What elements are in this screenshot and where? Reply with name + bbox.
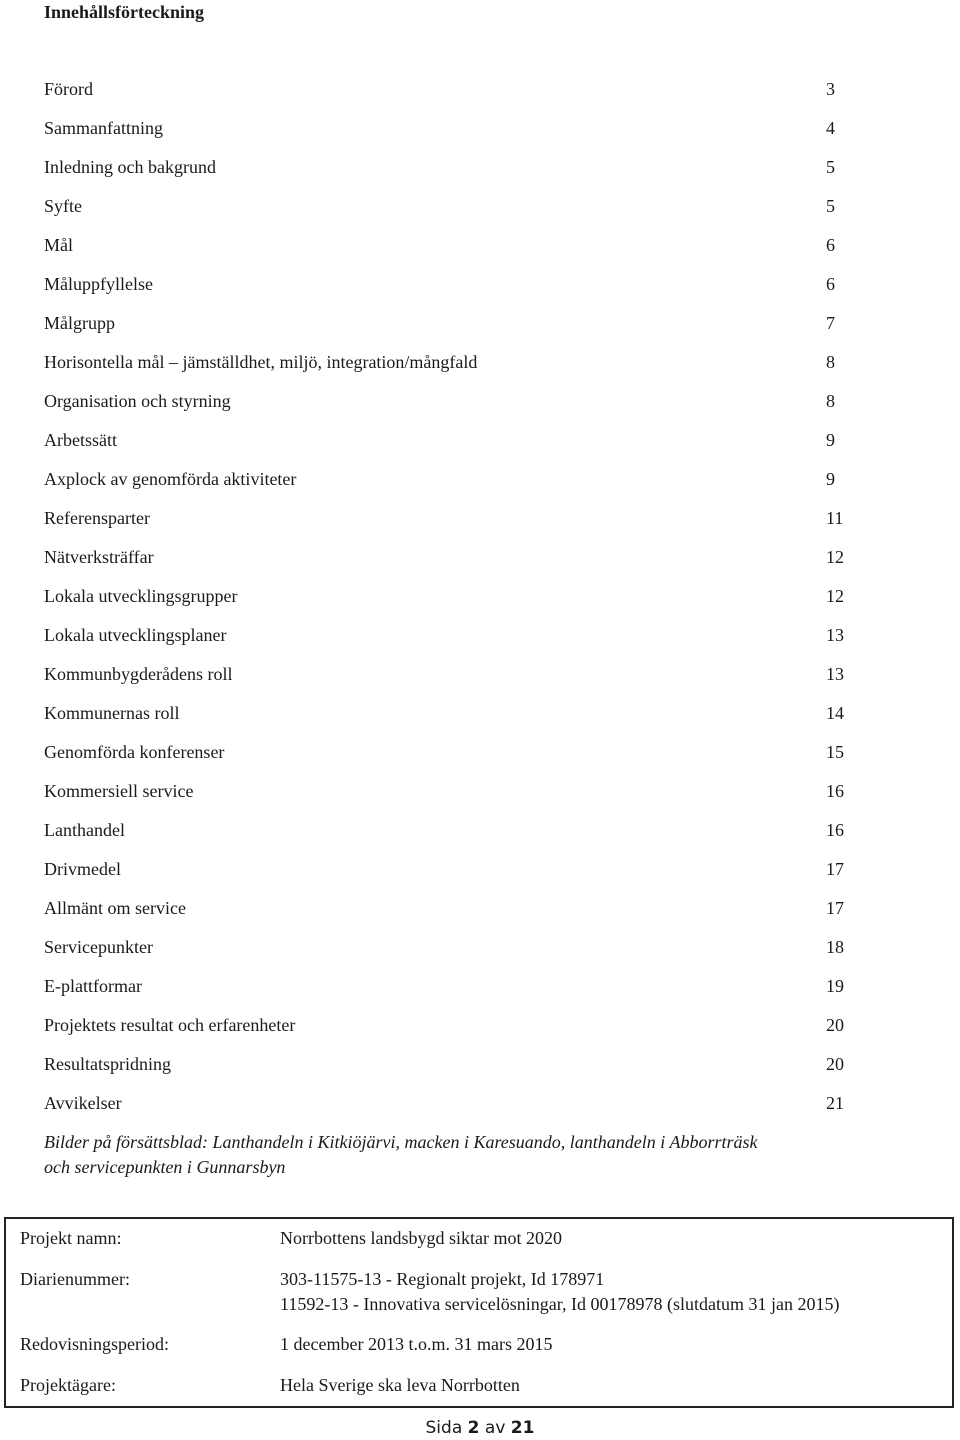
toc-entry-page-number: 9 [826,469,835,489]
toc-entry-title: Målgrupp [44,313,115,333]
toc-entry-page-number: 9 [826,430,835,450]
toc-entry-page-number: 6 [826,235,835,255]
toc-entry[interactable] [44,772,864,811]
toc-entry[interactable] [44,889,864,928]
toc-entry-page-number: 5 [826,157,835,177]
caption-line-1: Bilder på försättsblad: Lanthandeln i Kitkiöjärvi, macken i Karesuando, lanthandeln i Abborrträsk [44,1132,758,1152]
footer-current-page: 2 [467,1418,480,1438]
toc-entry-title: Syfte [44,196,82,216]
toc-entry[interactable] [44,460,864,499]
reporting-period-label: Redovisningsperiod: [20,1334,169,1354]
toc-entry[interactable] [44,538,864,577]
footer-prefix: Sida [425,1418,463,1438]
toc-entry-page-number: 19 [826,976,844,996]
toc-entry-page-number: 5 [826,196,835,216]
toc-entry[interactable] [44,733,864,772]
toc-entry[interactable] [44,655,864,694]
caption-line-2: och servicepunkten i Gunnarsbyn [44,1157,286,1177]
toc-entry-title: Kommersiell service [44,781,194,801]
toc-entry-page-number: 12 [826,547,844,567]
toc-entry-page-number: 8 [826,391,835,411]
diarienummer-value-1: 303-11575-13 - Regionalt projekt, Id 178971 [280,1269,605,1289]
toc-entry-page-number: 12 [826,586,844,606]
toc-entry[interactable] [44,1045,864,1084]
toc-entry-title: Organisation och styrning [44,391,231,411]
toc-entry[interactable] [44,850,864,889]
toc-entry-title: Kommunbygderådens roll [44,664,233,684]
toc-entry[interactable] [44,148,864,187]
toc-entry-title: Drivmedel [44,859,121,879]
toc-entry-page-number: 15 [826,742,844,762]
toc-entry-page-number: 20 [826,1054,844,1074]
toc-entry[interactable] [44,265,864,304]
diarienummer-value-2: 11592-13 - Innovativa servicelösningar, Id 00178978 (slutdatum 31 jan 2015) [280,1294,840,1314]
project-owner-value: Hela Sverige ska leva Norrbotten [280,1375,520,1395]
toc-entry-title: Förord [44,79,93,99]
toc-entry-title: Avvikelser [44,1093,122,1113]
toc-entry[interactable] [44,616,864,655]
footer-middle: av [484,1418,506,1438]
toc-entry[interactable] [44,967,864,1006]
footer-total-pages: 21 [510,1418,535,1438]
toc-entry[interactable] [44,421,864,460]
toc-entry-title: Resultatspridning [44,1054,171,1074]
toc-entry-title: E-plattformar [44,976,142,996]
toc-entry-page-number: 14 [826,703,844,723]
project-info-box [4,1217,954,1408]
toc-entry[interactable] [44,226,864,265]
toc-entry[interactable] [44,109,864,148]
project-name-label: Projekt namn: [20,1228,122,1248]
toc-entry-title: Måluppfyllelse [44,274,153,294]
toc-entry-title: Mål [44,235,73,255]
toc-entry-page-number: 18 [826,937,844,957]
toc-entry-page-number: 16 [826,820,844,840]
toc-entry-page-number: 6 [826,274,835,294]
toc-entry-title: Genomförda konferenser [44,742,225,762]
toc-entry[interactable] [44,1084,864,1123]
toc-entry[interactable] [44,1006,864,1045]
toc-entry-title: Kommunernas roll [44,703,180,723]
project-owner-label: Projektägare: [20,1375,116,1395]
toc-entry-title: Lanthandel [44,820,125,840]
toc-entry-title: Sammanfattning [44,118,163,138]
reporting-period-value: 1 december 2013 t.o.m. 31 mars 2015 [280,1334,553,1354]
toc-entry-title: Arbetssätt [44,430,117,450]
project-name-value: Norrbottens landsbygd siktar mot 2020 [280,1228,562,1248]
toc-entry-page-number: 3 [826,79,835,99]
diarienummer-label: Diarienummer: [20,1269,130,1289]
toc-entry-page-number: 16 [826,781,844,801]
toc-entry[interactable] [44,304,864,343]
toc-entry[interactable] [44,70,864,109]
toc-entry[interactable] [44,928,864,967]
table-of-contents [44,70,864,1123]
toc-entry-title: Referensparter [44,508,150,528]
toc-entry-title: Lokala utvecklingsplaner [44,625,227,645]
toc-entry[interactable] [44,811,864,850]
toc-entry-page-number: 8 [826,352,835,372]
toc-entry-title: Servicepunkter [44,937,153,957]
toc-entry-title: Inledning och bakgrund [44,157,216,177]
toc-entry-page-number: 11 [826,508,844,528]
toc-entry-title: Horisontella mål – jämställdhet, miljö, integration/mångfald [44,352,478,372]
toc-entry-page-number: 13 [826,664,844,684]
toc-entry[interactable] [44,694,864,733]
toc-entry-page-number: 17 [826,898,844,918]
toc-entry-title: Allmänt om service [44,898,186,918]
toc-entry[interactable] [44,382,864,421]
toc-entry[interactable] [44,343,864,382]
toc-entry-title: Lokala utvecklingsgrupper [44,586,238,606]
toc-entry[interactable] [44,187,864,226]
toc-entry-page-number: 13 [826,625,844,645]
toc-heading: Innehållsförteckning [44,2,205,22]
cover-photo-caption [44,1130,864,1180]
toc-entry-page-number: 7 [826,313,835,333]
toc-entry-page-number: 20 [826,1015,844,1035]
toc-entry[interactable] [44,499,864,538]
toc-entry-page-number: 4 [826,118,835,138]
toc-entry[interactable] [44,577,864,616]
toc-entry-title: Axplock av genomförda aktiviteter [44,469,297,489]
page-footer [0,1418,960,1438]
toc-entry-title: Projektets resultat och erfarenheter [44,1015,296,1035]
toc-entry-page-number: 17 [826,859,844,879]
toc-entry-title: Nätverksträffar [44,547,154,567]
toc-entry-page-number: 21 [826,1093,844,1113]
